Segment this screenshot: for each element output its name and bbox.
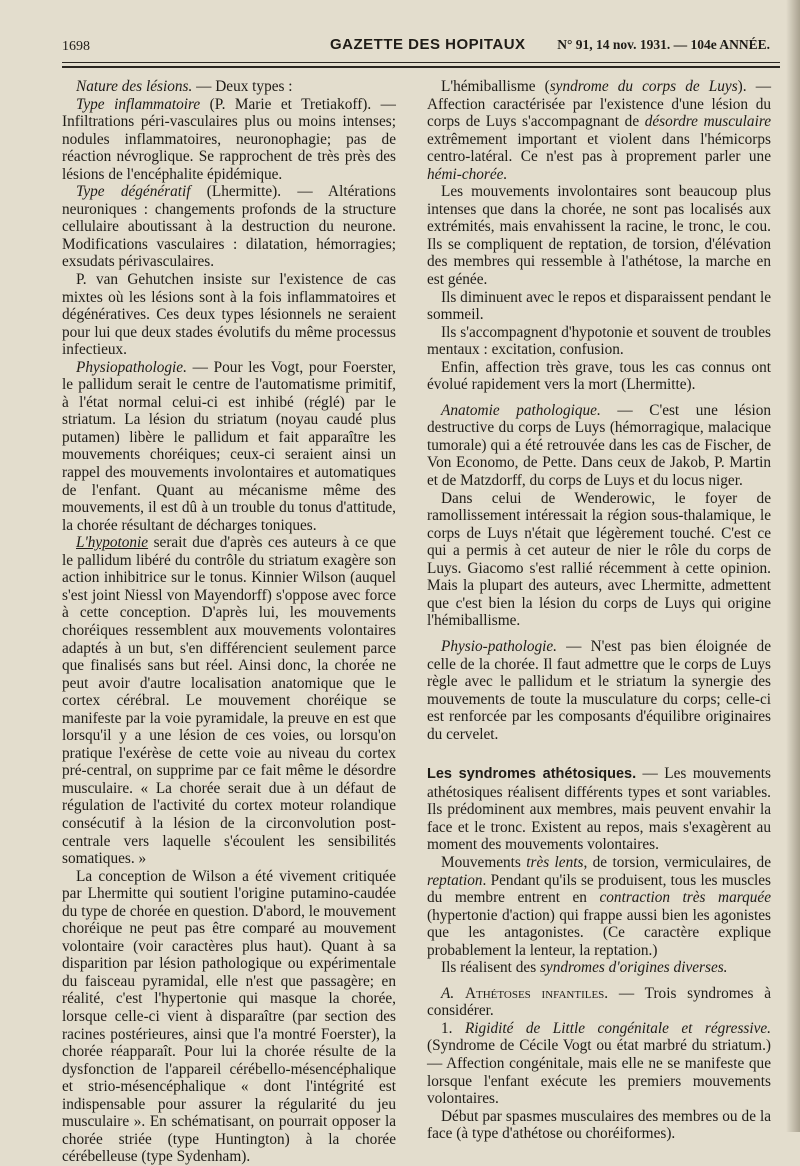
paragraph-enfin: Enfin, affection très grave, tous les cas connus ont évolué rapidement vers la mort (Lhermitte).: [427, 358, 771, 394]
paragraph-wilson-critique: La conception de Wilson a été vivement critiquée par Lhermitte qui soutient l'origine putamino-caudée du type de chorée en question. D'abord, le mouvement choréique ne peut pas être comparé au mouvement volontaire (voir caractères plus haut). Quant à sa disparition par lésion pathologique ou expérimentale du faisceau pyramidal, elle n'est que passagère; en réalité, c'est l'hypertonie qui masque la chorée, lorsque celle-ci vient à disparaître (par section des racines postérieures, ainsi que l'a montré Foerster), la chorée réapparaît. Pour lui la chorée résulte de la dysfonction de l'appareil cérébello-mésencéphalique et strio-mésencéphalique « dont l'intégrité est indispensable pour assurer la régularité du jeu musculaire ». En schématisant, on pourrait opposer la chorée striée (type Huntington) à la chorée cérébelleuse (type Sydenham).: [62, 867, 396, 1166]
term-anatomie: Anatomie pathologique.: [441, 401, 601, 419]
left-column: [62, 78, 396, 1166]
paragraph-mouvements-involontaires: Les mouvements involontaires sont beaucoup plus intenses que dans la chorée, ne sont pas localisés aux extrémités, mais envahissent la racine, le tronc, le cou. Ils se compliquent de reptation, de torsion, d'élévation des membres qui ressemble à l'athétose, la marche en est génée.: [427, 183, 771, 289]
term-rigidite-little: Rigidité de Little congénitale et régressive.: [464, 1019, 772, 1037]
text-mouvements-lead: Mouvements: [441, 853, 527, 871]
text-mouvements-mid-a: , de torsion, vermiculaires, de: [583, 853, 771, 871]
paragraph-hemiballisme: [427, 78, 771, 183]
paragraph-hypotonie: [62, 534, 396, 867]
right-column: [427, 78, 771, 1143]
page-number: 1698: [62, 39, 90, 54]
term-desordre-musculaire: désordre musculaire: [644, 113, 771, 131]
paragraph-athetosiques: [427, 765, 771, 854]
header-rule-thick: [62, 66, 780, 68]
paragraph-physio-pathologie: [427, 638, 771, 743]
paragraph-type-inflammatoire: [62, 96, 396, 184]
journal-title: GAZETTE DES HOPITAUX: [330, 36, 526, 53]
text-athetoses-infantiles: — Trois syndromes à considérer.: [427, 984, 771, 1020]
heading-athetoses-infantiles: Athétoses infantiles.: [464, 984, 609, 1002]
term-syndrome-luys: syndrome du corps de Luys: [549, 78, 738, 95]
label-a: A.: [441, 984, 465, 1002]
term-reptation: reptation: [427, 871, 483, 889]
page-edge-shadow: [786, 0, 800, 1132]
text-hypotonie: serait due d'après ces auteurs à ce que le pallidum libéré du contrôle du striatum exagère son action inhibitrice sur le tonus. Kinnier Wilson (auquel s'est joint Niessl von Mayendorff) s'oppose avec force à cette conception. D'après lui, les mouvements choréiques ressemblent aux mouvements volontaires adaptés à un but, s'en différencient seulement parce que finalisés sans but réel. Ainsi donc, la chorée ne peut avoir d'autre localisation anatomique que le cortex cérébral. Le mouvement choréique se manifeste par la voie pyramidale, la preuve en est que lorsqu'il y a une lésion de ces voies, ou lorsqu'on pratique l'exérèse de cette voie au niveau du cortex pré-central, on supprime par ce fait même le désordre musculaire. « La chorée serait due à un défaut de régulation de l'activité du cortex moteur rolandique consécutif à la lésion de la circonvolution post-centrale vers laquelle s'écoulent les sensibilités somatiques. »: [62, 534, 396, 868]
term-physio-pathologie: Physio-pathologie.: [441, 637, 557, 655]
term-physiopathologie: Physiopathologie.: [76, 358, 187, 376]
text-physiopathologie: — Pour les Vogt, pour Foerster, le pallidum serait le centre de l'automatisme primitif, à l'état normal celui-ci est inhibé (réglé) par le striatum. La lésion du striatum (noyau caudé plus putamen) libère le pallidum et fait apparaître les mouvements choréiques; ceux-ci seraient ainsi un rappel des mouvements involontaires et automatiques de l'enfant. Quant au mécanisme même des mouvements, il est dû à un trouble du tonus d'attitude, la chorée résultant de décharges toniques.: [62, 358, 396, 534]
text-athetosiques: — Les mouvements athétosiques réalisent différents types et sont variables. Ils prédominent aux membres, mais peuvent envahir la face et le tronc. Existent au repos, mais s'exagèrent au moment des mouvements volontaires.: [427, 765, 771, 854]
text-nature: — Deux types :: [192, 78, 293, 95]
paragraph-van-gehuchten: P. van Gehutchen insiste sur l'existence de cas mixtes où les lésions sont à la fois inflammatoires et dégénératives. Ces deux types lésionnels ne seraient pour lui que deux stades évolutifs du même processus infectieux.: [62, 271, 396, 359]
text-hemiballisme-lead: L'hémiballisme (: [441, 78, 550, 95]
paragraph-wenderowic: Dans celui de Wenderowic, le foyer de ramollissement intéressait la région sous-thalamique, le corps de Luys n'était que légèrement touché. C'est ce qui a permis à cet auteur de nier le rôle du corps de Luys. Giacomo s'est rallié récemment à cette opinion. Mais la plupart des auteurs, avec Lhermitte, admettent que c'est bien la lésion du corps de Luys qui origine l'hémiballisme.: [427, 489, 771, 630]
issue-info: N° 91, 14 nov. 1931. — 104e ANNÉE.: [557, 37, 770, 52]
header-rule-thin: [62, 62, 780, 63]
text-origines-lead: Ils réalisent des: [441, 959, 540, 977]
text-mouvements-end: (hypertonie d'action) qui frappe aussi bien les agonistes que les antagonistes. (Ce caractère explique probablement la lenteur, la reptation.): [427, 906, 771, 959]
term-type-degeneratif: Type dégénératif: [76, 183, 191, 201]
text-type-inflammatoire: (P. Marie et Tretiakoff). — Infiltrations péri-vasculaires plus ou moins intenses; nodules inflammatoires, neuronophagie; pas de réaction névroglique. Se rapprochent de très près des lésions de l'encéphalite épidémique.: [62, 95, 396, 183]
term-origines: syndromes d'origines diverses.: [539, 959, 728, 977]
text-type-degeneratif: (Lhermitte). — Altérations neuroniques : changements profonds de la structure cellulaire aboutissant à la destruction du neurone. Modifications vasculaires : dilatation, hémorragies; exsudats périvasculaires.: [62, 183, 396, 271]
paragraph-repos: Ils diminuent avec le repos et disparaissent pendant le sommeil.: [427, 288, 771, 324]
paragraph-mouvements-lents: [427, 854, 771, 959]
text-rigidite-little: (Syndrome de Cécile Vogt ou état marbré du striatum.) — Affection congénitale, mais elle ne se manifeste que lorsque l'enfant exécute les premiers mouvements volontaires.: [427, 1037, 771, 1108]
term-hypotonie: L'hypotonie: [76, 534, 149, 552]
paragraph-type-degeneratif: [62, 183, 396, 271]
page-header: [62, 36, 770, 58]
text-physio-pathologie: — N'est pas bien éloignée de celle de la chorée. Il faut admettre que le corps de Luys règle avec le pallidum et le striatum la synergie des mouvements de toute la musculature du corps; celle-ci est renforcée par les composants d'équilibre originaires du cervelet.: [427, 637, 771, 743]
paragraph-hypotonie-troubles: Ils s'accompagnent d'hypotonie et souvent de troubles mentaux : excitation, confusion.: [427, 323, 771, 359]
paragraph-nature: [62, 78, 396, 96]
paragraph-athetoses-infantiles: [427, 985, 771, 1020]
term-type-inflammatoire: Type inflammatoire: [76, 95, 201, 113]
term-contraction: contraction très marquée: [599, 889, 771, 907]
paragraph-debut: Début par spasmes musculaires des membres ou de la face (à type d'athétose ou choréiformes).: [427, 1107, 771, 1143]
paragraph-anatomie: [427, 402, 771, 490]
text-hemiballisme-b: extrêmement important et violent dans l'hémicorps centro-latéral. Ce n'est pas à proprement parler une: [427, 130, 771, 166]
term-hemi-choree: hémi-chorée.: [427, 165, 508, 183]
term-tres-lents: très lents: [526, 853, 584, 871]
paragraph-rigidite-little: [427, 1020, 771, 1108]
label-1: 1.: [441, 1019, 465, 1037]
heading-nature: Nature des lésions.: [76, 78, 193, 95]
paragraph-origines: [427, 959, 771, 977]
text-mouvements-mid-b: . Pendant qu'ils se produisent, tous les muscles du membre entrent en: [427, 871, 771, 907]
text-hemiballisme-a: ). — Affection caractérisée par l'existence d'une lésion du corps de Luys s'accompagnant de: [427, 78, 771, 131]
text-anatomie: — C'est une lésion destructive du corps de Luys (hémorragique, malacique tumorale) qui a été retrouvée dans les cas de Fischer, de Von Economo, de Pette. Dans ceux de Jakob, P. Martin et de Matzdorff, du corps de Luys et du locus niger.: [427, 401, 771, 490]
heading-syndromes-athetosiques: Les syndromes athétosiques.: [427, 766, 637, 783]
paragraph-physiopathologie: [62, 359, 396, 534]
